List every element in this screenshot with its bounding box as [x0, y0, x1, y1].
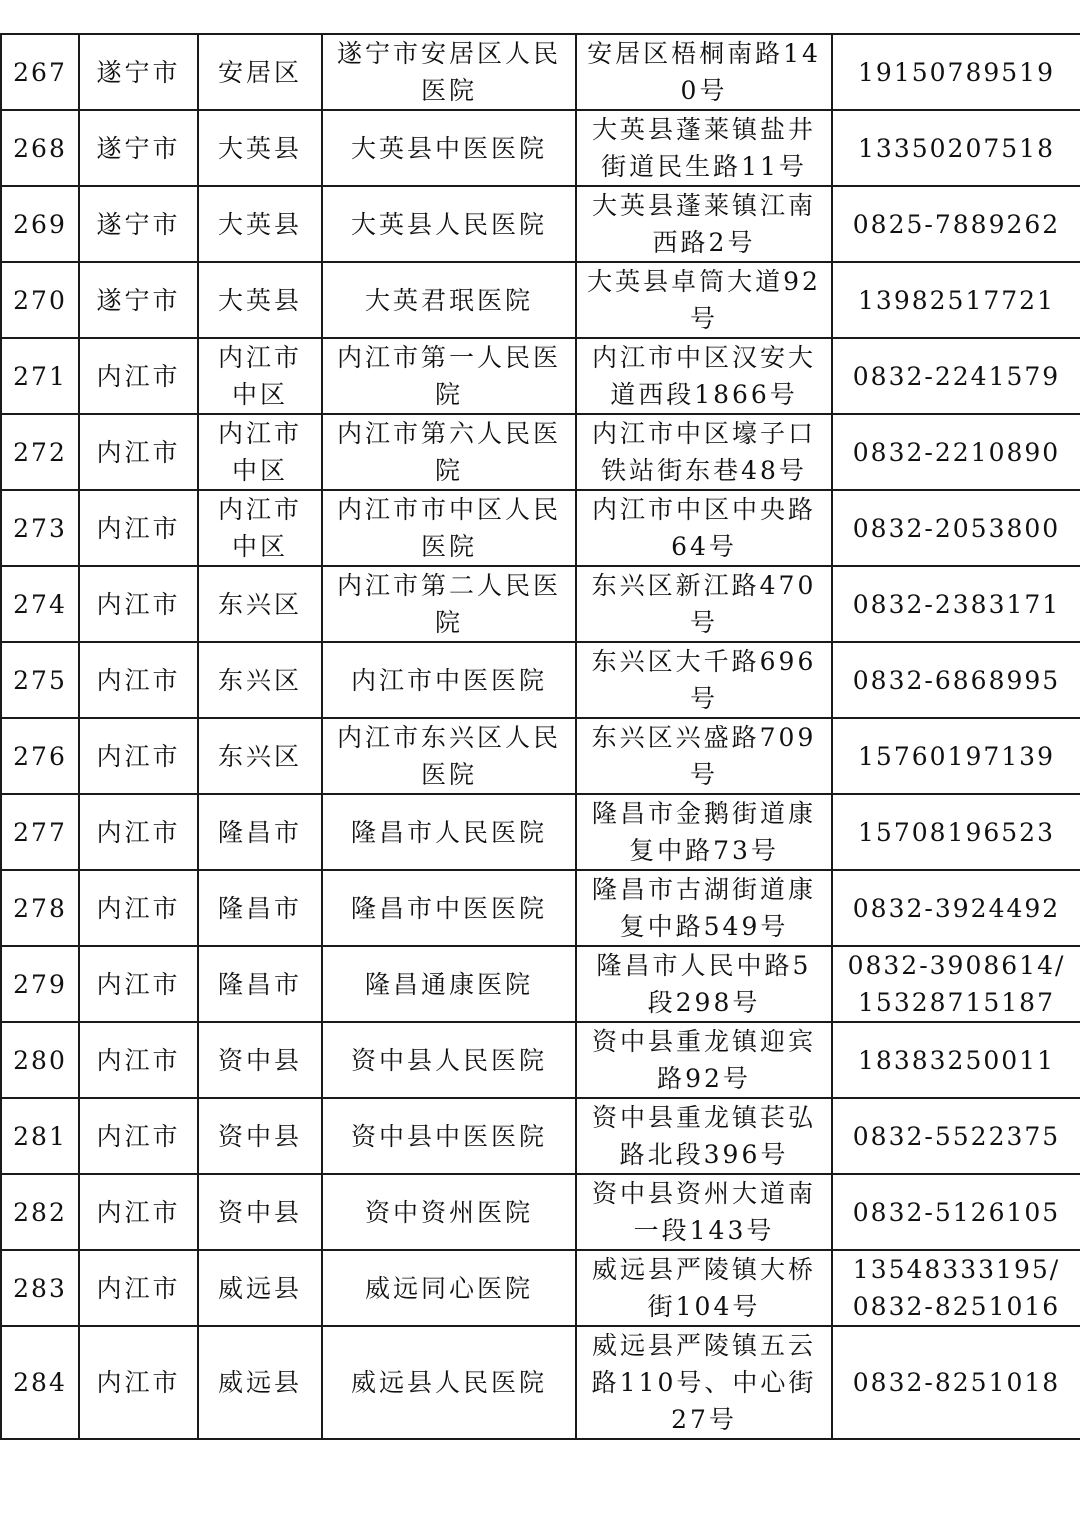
- address-cell: 资中县重龙镇苌弘路北段396号: [576, 1098, 832, 1174]
- city-cell: 内江市: [79, 1326, 198, 1439]
- table-row: [1, 794, 1080, 870]
- table-row: [1, 338, 1080, 414]
- address-cell: 资中县资州大道南一段143号: [576, 1174, 832, 1250]
- table-row: [1, 566, 1080, 642]
- city-cell: 内江市: [79, 490, 198, 566]
- district-cell: 隆昌市: [198, 794, 322, 870]
- hospital-name-cell: 内江市东兴区人民医院: [322, 718, 576, 794]
- phone-cell: 15760197139: [832, 718, 1080, 794]
- phone-cell: 18383250011: [832, 1022, 1080, 1098]
- table-row: [1, 1174, 1080, 1250]
- phone-cell: 0832-8251018: [832, 1326, 1080, 1439]
- table-row: [1, 262, 1080, 338]
- address-cell: 隆昌市人民中路5段298号: [576, 946, 832, 1022]
- district-cell: 威远县: [198, 1250, 322, 1326]
- phone-cell: 0832-2383171: [832, 566, 1080, 642]
- hospital-name-cell: 隆昌通康医院: [322, 946, 576, 1022]
- hospital-name-cell: 隆昌市中医医院: [322, 870, 576, 946]
- district-cell: 内江市中区: [198, 414, 322, 490]
- row-number: 275: [1, 642, 79, 718]
- row-number: 269: [1, 186, 79, 262]
- table-row: [1, 718, 1080, 794]
- hospital-name-cell: 内江市中医医院: [322, 642, 576, 718]
- row-number: 271: [1, 338, 79, 414]
- row-number: 273: [1, 490, 79, 566]
- phone-cell: 15708196523: [832, 794, 1080, 870]
- phone-cell: 13548333195/0832-8251016: [832, 1250, 1080, 1326]
- hospital-name-cell: 内江市第一人民医院: [322, 338, 576, 414]
- hospital-name-cell: 资中县中医医院: [322, 1098, 576, 1174]
- city-cell: 内江市: [79, 566, 198, 642]
- city-cell: 内江市: [79, 1174, 198, 1250]
- table-row: [1, 1098, 1080, 1174]
- hospital-name-cell: 内江市第六人民医院: [322, 414, 576, 490]
- hospital-name-cell: 隆昌市人民医院: [322, 794, 576, 870]
- address-cell: 安居区梧桐南路140号: [576, 34, 832, 110]
- row-number: 267: [1, 34, 79, 110]
- address-cell: 东兴区大千路696号: [576, 642, 832, 718]
- city-cell: 内江市: [79, 946, 198, 1022]
- address-cell: 东兴区新江路470号: [576, 566, 832, 642]
- phone-cell: 0832-6868995: [832, 642, 1080, 718]
- phone-cell: 0832-5126105: [832, 1174, 1080, 1250]
- district-cell: 内江市中区: [198, 338, 322, 414]
- hospital-name-cell: 内江市第二人民医院: [322, 566, 576, 642]
- city-cell: 内江市: [79, 1250, 198, 1326]
- row-number: 284: [1, 1326, 79, 1439]
- hospital-name-cell: 威远同心医院: [322, 1250, 576, 1326]
- table-row: [1, 414, 1080, 490]
- table-row: [1, 1250, 1080, 1326]
- address-cell: 大英县蓬莱镇江南西路2号: [576, 186, 832, 262]
- address-cell: 大英县蓬莱镇盐井街道民生路11号: [576, 110, 832, 186]
- table-row: [1, 642, 1080, 718]
- phone-cell: 0832-2241579: [832, 338, 1080, 414]
- address-cell: 东兴区兴盛路709号: [576, 718, 832, 794]
- district-cell: 资中县: [198, 1174, 322, 1250]
- row-number: 281: [1, 1098, 79, 1174]
- table-row: [1, 110, 1080, 186]
- address-cell: 隆昌市古湖街道康复中路549号: [576, 870, 832, 946]
- district-cell: 大英县: [198, 186, 322, 262]
- city-cell: 遂宁市: [79, 262, 198, 338]
- district-cell: 隆昌市: [198, 870, 322, 946]
- address-cell: 资中县重龙镇迎宾路92号: [576, 1022, 832, 1098]
- hospital-name-cell: 内江市市中区人民医院: [322, 490, 576, 566]
- hospital-table: [0, 33, 1080, 1440]
- district-cell: 隆昌市: [198, 946, 322, 1022]
- row-number: 277: [1, 794, 79, 870]
- phone-cell: 0832-3924492: [832, 870, 1080, 946]
- row-number: 279: [1, 946, 79, 1022]
- district-cell: 大英县: [198, 110, 322, 186]
- row-number: 282: [1, 1174, 79, 1250]
- city-cell: 内江市: [79, 794, 198, 870]
- row-number: 272: [1, 414, 79, 490]
- phone-cell: 0832-2210890: [832, 414, 1080, 490]
- row-number: 268: [1, 110, 79, 186]
- table-row: [1, 1022, 1080, 1098]
- city-cell: 遂宁市: [79, 110, 198, 186]
- table-row: [1, 490, 1080, 566]
- table-body: [1, 34, 1080, 1439]
- district-cell: 威远县: [198, 1326, 322, 1439]
- hospital-name-cell: 资中资州医院: [322, 1174, 576, 1250]
- row-number: 280: [1, 1022, 79, 1098]
- phone-cell: 0832-3908614/15328715187: [832, 946, 1080, 1022]
- phone-cell: 0825-7889262: [832, 186, 1080, 262]
- address-cell: 内江市中区中央路64号: [576, 490, 832, 566]
- city-cell: 遂宁市: [79, 186, 198, 262]
- city-cell: 内江市: [79, 1098, 198, 1174]
- table-row: [1, 946, 1080, 1022]
- table-row: [1, 34, 1080, 110]
- phone-cell: 13982517721: [832, 262, 1080, 338]
- row-number: 274: [1, 566, 79, 642]
- district-cell: 资中县: [198, 1098, 322, 1174]
- district-cell: 东兴区: [198, 718, 322, 794]
- hospital-name-cell: 大英县人民医院: [322, 186, 576, 262]
- city-cell: 内江市: [79, 338, 198, 414]
- table-row: [1, 1326, 1080, 1439]
- hospital-name-cell: 遂宁市安居区人民医院: [322, 34, 576, 110]
- hospital-name-cell: 大英县中医医院: [322, 110, 576, 186]
- district-cell: 安居区: [198, 34, 322, 110]
- city-cell: 内江市: [79, 414, 198, 490]
- district-cell: 东兴区: [198, 642, 322, 718]
- phone-cell: 0832-5522375: [832, 1098, 1080, 1174]
- phone-cell: 19150789519: [832, 34, 1080, 110]
- district-cell: 资中县: [198, 1022, 322, 1098]
- address-cell: 内江市中区壕子口铁站街东巷48号: [576, 414, 832, 490]
- hospital-name-cell: 威远县人民医院: [322, 1326, 576, 1439]
- address-cell: 隆昌市金鹅街道康复中路73号: [576, 794, 832, 870]
- row-number: 278: [1, 870, 79, 946]
- address-cell: 大英县卓筒大道92号: [576, 262, 832, 338]
- city-cell: 内江市: [79, 642, 198, 718]
- phone-cell: 0832-2053800: [832, 490, 1080, 566]
- row-number: 270: [1, 262, 79, 338]
- city-cell: 内江市: [79, 870, 198, 946]
- district-cell: 大英县: [198, 262, 322, 338]
- district-cell: 东兴区: [198, 566, 322, 642]
- hospital-name-cell: 资中县人民医院: [322, 1022, 576, 1098]
- phone-cell: 13350207518: [832, 110, 1080, 186]
- city-cell: 内江市: [79, 1022, 198, 1098]
- table-row: [1, 186, 1080, 262]
- city-cell: 遂宁市: [79, 34, 198, 110]
- hospital-name-cell: 大英君珉医院: [322, 262, 576, 338]
- address-cell: 内江市中区汉安大道西段1866号: [576, 338, 832, 414]
- district-cell: 内江市中区: [198, 490, 322, 566]
- row-number: 276: [1, 718, 79, 794]
- table-row: [1, 870, 1080, 946]
- row-number: 283: [1, 1250, 79, 1326]
- city-cell: 内江市: [79, 718, 198, 794]
- address-cell: 威远县严陵镇五云路110号、中心街27号: [576, 1326, 832, 1439]
- address-cell: 威远县严陵镇大桥街104号: [576, 1250, 832, 1326]
